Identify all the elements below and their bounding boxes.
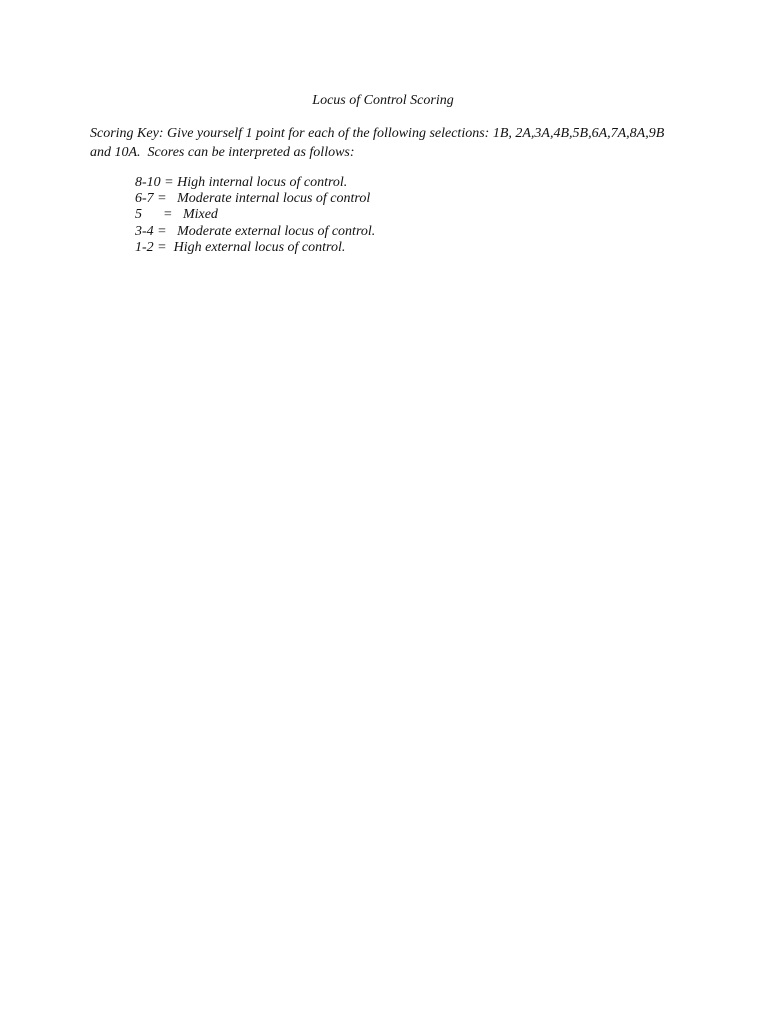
score-range: 6-7 = [135, 191, 178, 207]
score-description: Moderate internal locus of control [177, 191, 371, 207]
score-item [135, 240, 375, 256]
score-item [135, 191, 375, 207]
score-item [135, 207, 375, 223]
scoring-key-line: Scoring Key: Give yourself 1 point for each of the following selections: 1B, 2A,3A,4B,5B,6A,7A,8A,9B [90, 126, 665, 141]
score-range: 5 = [135, 207, 183, 223]
score-range: 3-4 = [135, 223, 178, 239]
score-range: 1-2 = [135, 239, 174, 255]
document-title: Locus of Control Scoring [312, 93, 454, 108]
score-item [135, 175, 375, 191]
score-description: High internal locus of control. [177, 175, 348, 190]
score-description: Mixed [182, 207, 218, 223]
scoring-key-line: and 10A. Scores can be interpreted as follows: [90, 145, 355, 160]
score-item [135, 224, 375, 240]
score-range: 8-10 = [135, 175, 178, 190]
scoring-key-paragraph [90, 124, 680, 162]
score-interpretation-list [135, 175, 375, 256]
score-description: Moderate external locus of control. [177, 223, 376, 239]
score-description: High external locus of control. [173, 239, 346, 255]
